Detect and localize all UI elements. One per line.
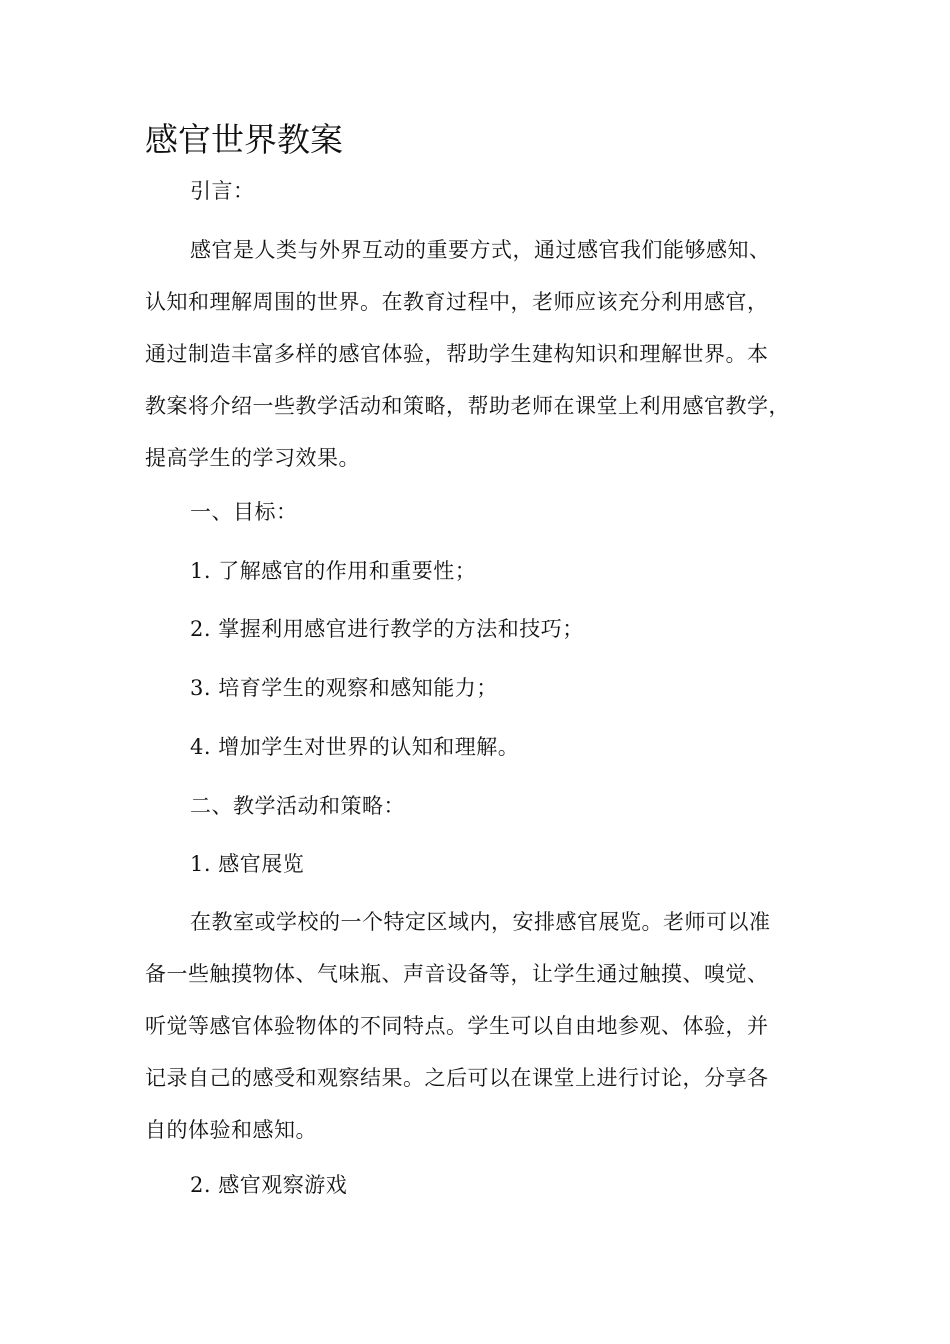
intro-line: 提高学生的学习效果。 [145,446,360,470]
activity2-heading: 2. 感官观察游戏 [190,1173,348,1197]
goals-heading: 一、目标： [190,500,298,524]
activity1-heading: 1. 感官展览 [190,852,305,876]
activity1-line: 备一些触摸物体、气味瓶、声音设备等，让学生通过触摸、嗅觉、 [145,962,769,986]
goal-item: 3. 培育学生的观察和感知能力； [190,676,498,700]
activity1-line: 在教室或学校的一个特定区域内，安排感官展览。老师可以准 [190,910,771,934]
intro-line: 感官是人类与外界互动的重要方式，通过感官我们能够感知、 [190,238,771,262]
intro-paragraph [145,224,805,484]
activity1-paragraph [145,896,805,1156]
intro-line: 教案将介绍一些教学活动和策略，帮助老师在课堂上利用感官教学， [145,394,790,418]
intro-line: 通过制造丰富多样的感官体验，帮助学生建构知识和理解世界。本 [145,342,769,366]
activity1-line: 听觉等感官体验物体的不同特点。学生可以自由地参观、体验，并 [145,1014,769,1038]
intro-line: 认知和理解周围的世界。在教育过程中，老师应该充分利用感官， [145,290,769,314]
goal-item: 4. 增加学生对世界的认知和理解。 [190,735,520,759]
activity1-line: 记录自己的感受和观察结果。之后可以在课堂上进行讨论，分享各 [145,1066,769,1090]
goal-item: 2. 掌握利用感官进行教学的方法和技巧； [190,617,584,641]
activity1-line: 自的体验和感知。 [145,1118,317,1142]
document-title: 感官世界教案 [145,120,343,159]
goal-item: 1. 了解感官的作用和重要性； [190,559,477,583]
activities-heading: 二、教学活动和策略： [190,794,405,818]
intro-heading: 引言： [190,179,255,203]
